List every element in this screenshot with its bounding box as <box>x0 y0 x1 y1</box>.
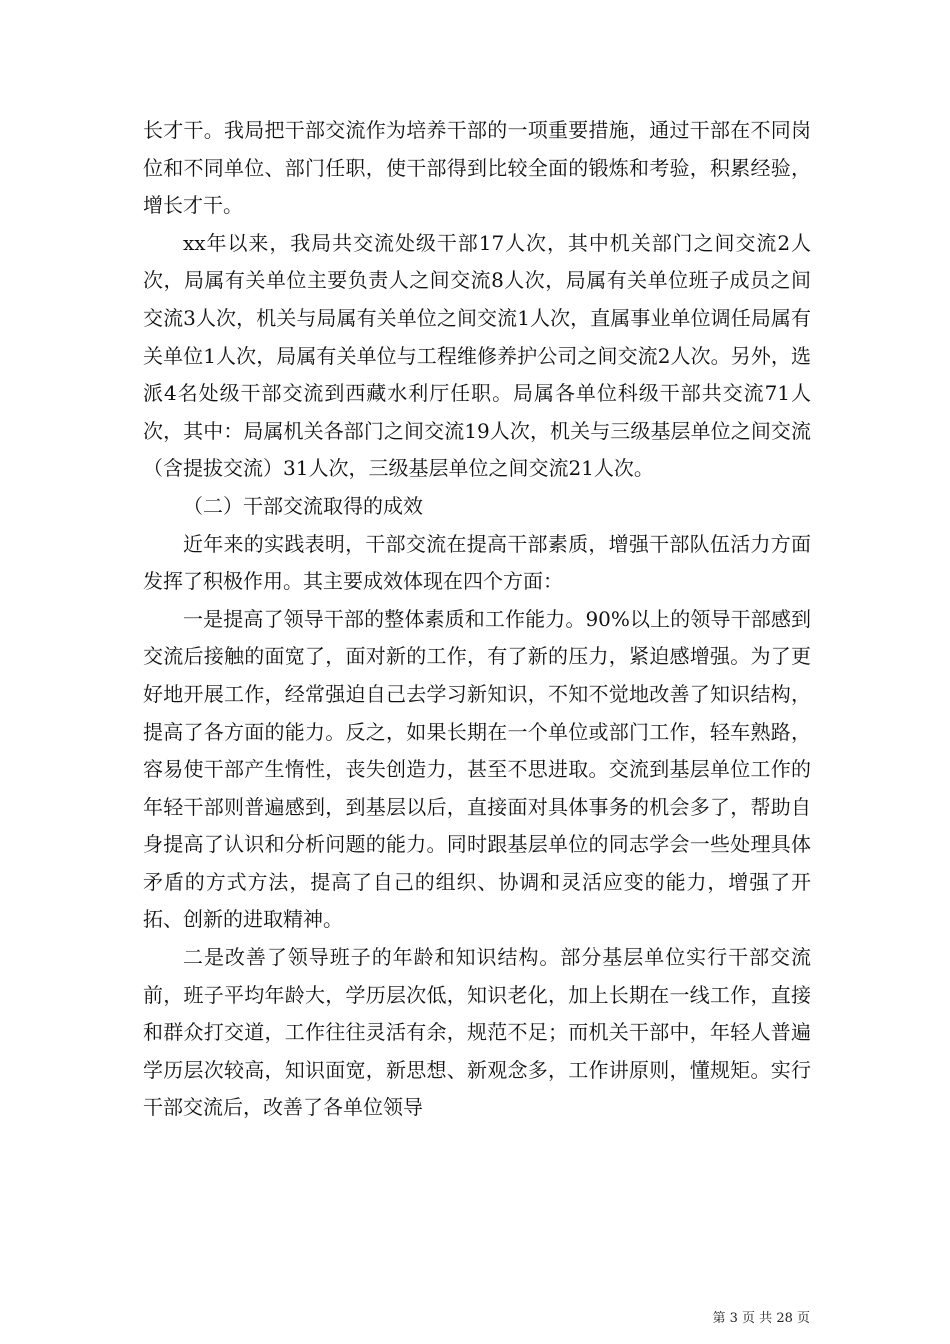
page-number-footer: 第 3 页 共 28 页 <box>712 1311 810 1326</box>
document-body <box>143 112 811 1127</box>
paragraph-intro-results: 近年来的实践表明，干部交流在提高干部素质，增强干部队伍活力方面发挥了积极作用。其主要成效体现在四个方面： <box>143 531 811 594</box>
paragraph-exchange-statistics: xx年以来，我局共交流处级干部17人次，其中机关部门之间交流2人次，局属有关单位主要负责人之间交流8人次，局属有关单位班子成员之间交流3人次，机关与局属有关单位之间交流1人次，直属事业单位调任局属有关单位1人次，局属有关单位与工程维修养护公司之间交流2人次。另外，选派4名处级干部交流到西藏水利厅任职。局属各单位科级干部共交流71人次，其中：局属机关各部门之间交流19人次，机关与三级基层单位之间交流（含提拔交流）31人次，三级基层单位之间交流21人次。 <box>143 230 811 481</box>
paragraph-continuation: 长才干。我局把干部交流作为培养干部的一项重要措施，通过干部在不同岗位和不同单位、部门任职，使干部得到比较全面的锻炼和考验，积累经验，增长才干。 <box>143 118 811 218</box>
section-heading-results: （二）干部交流取得的成效 <box>183 493 423 518</box>
paragraph-result-one: 一是提高了领导干部的整体素质和工作能力。90%以上的领导干部感到交流后接触的面宽了，面对新的工作，有了新的压力，紧迫感增强。为了更好地开展工作，经常强迫自己去学习新知识，不知不觉地改善了知识结构，提高了各方面的能力。反之，如果长期在一个单位或部门工作，轻车熟路，容易使干部产生惰性，丧失创造力，甚至不思进取。交流到基层单位工作的年轻干部则普遍感到，到基层以后，直接面对具体事务的机会多了，帮助自身提高了认识和分析问题的能力。同时跟基层单位的同志学会一些处理具体矛盾的方式方法，提高了自己的组织、协调和灵活应变的能力，增强了开拓、创新的进取精神。 <box>143 606 811 932</box>
paragraph-result-two: 二是改善了领导班子的年龄和知识结构。部分基层单位实行干部交流前，班子平均年龄大，学历层次低，知识老化，加上长期在一线工作，直接和群众打交道，工作往往灵活有余，规范不足；而机关干部中，年轻人普遍学历层次较高，知识面宽，新思想、新观念多，工作讲原则，懂规矩。实行干部交流后，改善了各单位领导 <box>143 945 811 1120</box>
